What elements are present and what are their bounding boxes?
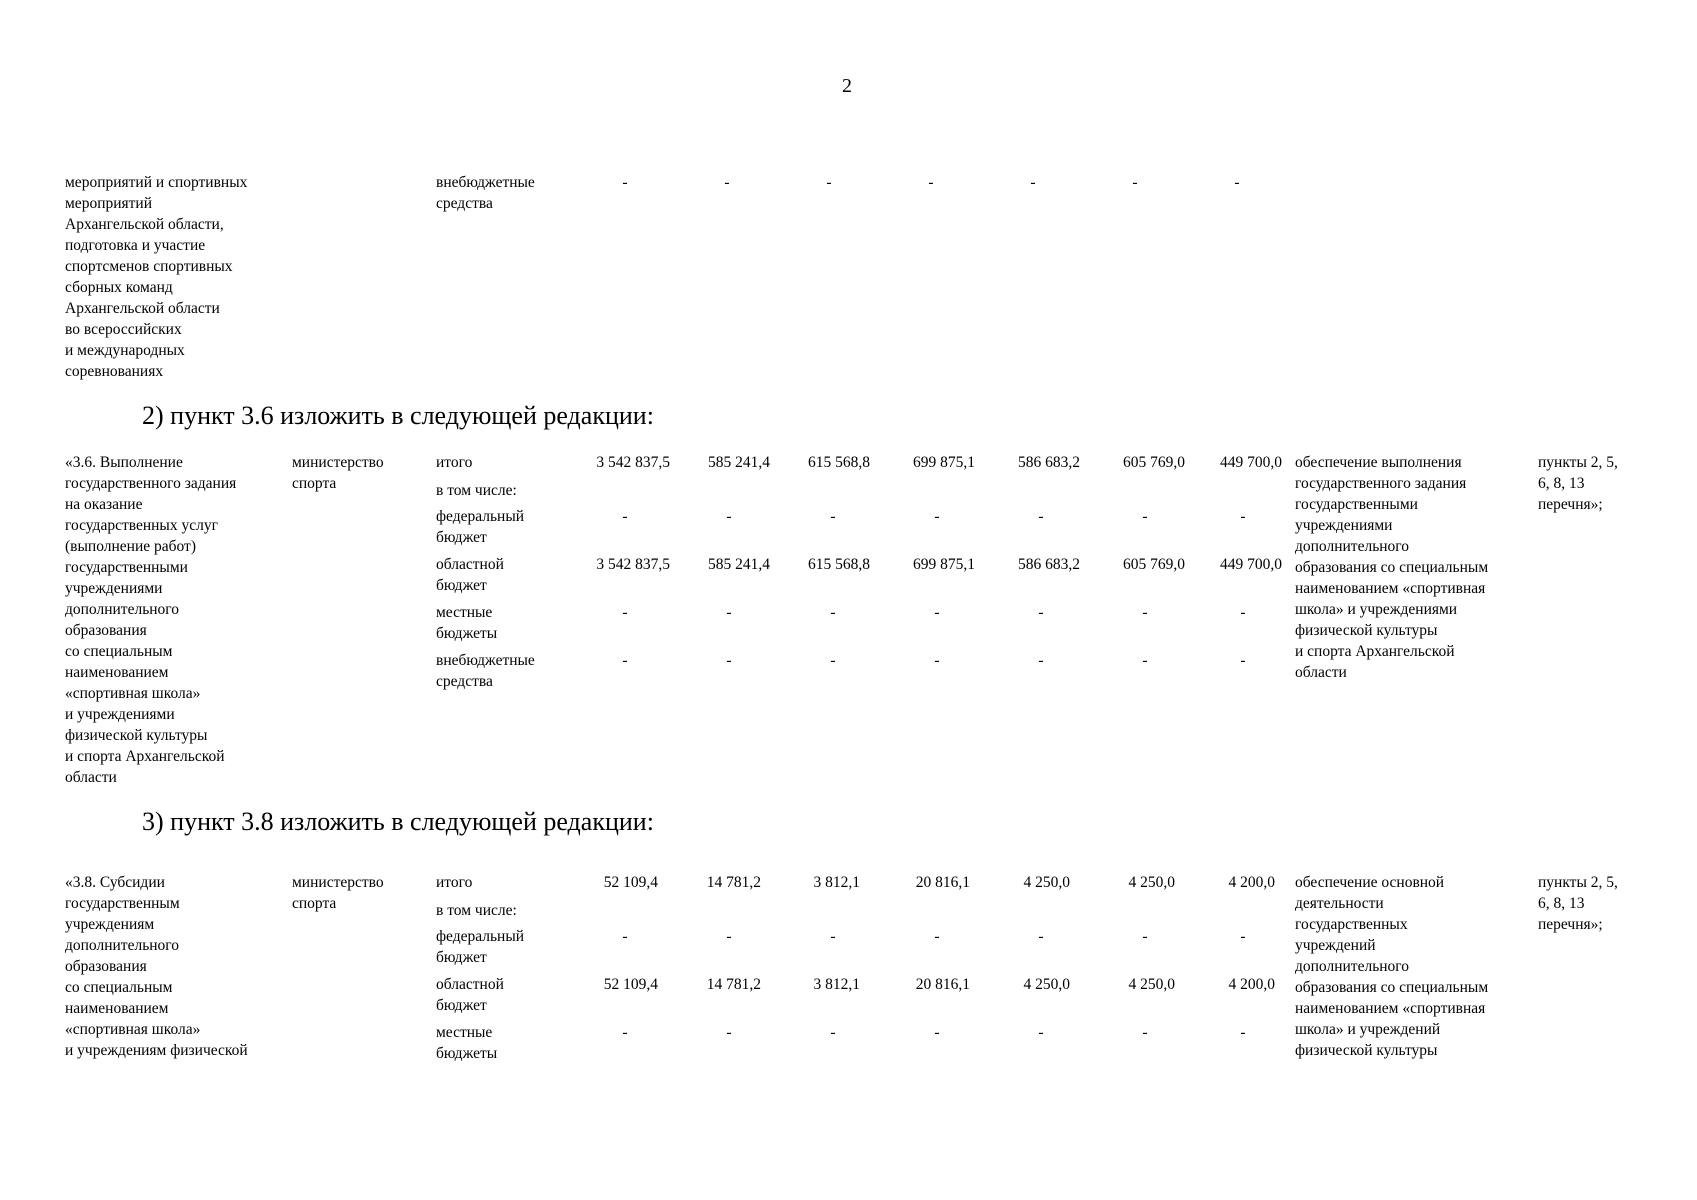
value-cell: - [1240,652,1246,669]
value-cell: - [830,928,836,945]
value-cell: - [826,174,832,191]
section-heading-3-8: 3) пункт 3.8 изложить в следующей редакции: [142,807,654,836]
expected-result-cell: обеспечение основной деятельности государственных учреждений дополнительного образования со специальным наименованием «спортивная школа» и учреждений физической культуры [1295,874,1489,1059]
row-label-total: итого [436,454,473,471]
row-label-regional: областной бюджет [436,976,504,1014]
row-label-regional: областной бюджет [436,556,504,594]
row-label-total: итого [436,874,473,891]
row-label-local: местные бюджеты [436,1024,498,1062]
value-cell: - [622,508,628,525]
indicator-points-cell: пункты 2, 5, 6, 8, 13 перечня»; [1538,874,1618,933]
value-cell: 615 568,8 [808,556,870,573]
value-cell: - [726,508,732,525]
value-cell: - [622,928,628,945]
executor-cell: министерство спорта [292,454,384,492]
value-cell: 3 542 837,5 [596,556,670,573]
value-cell: 699 875,1 [913,556,975,573]
value-cell: - [928,174,934,191]
event-name-cell: «3.6. Выполнение государственного задания на оказание государственных услуг (выполнение работ) государственными учреждениями дополнительного образования со специальным наименованием «спортивная школа» и учреждениями физической культуры и спорта Архангельской области [65,454,237,786]
value-cell: - [726,1024,732,1041]
value-cell: 52 109,4 [603,976,658,993]
row-label-federal: федеральный бюджет [436,928,525,966]
value-cell: 605 769,0 [1123,556,1185,573]
value-cell: - [1132,174,1138,191]
value-cell: - [1038,652,1044,669]
value-cell: 4 250,0 [1023,976,1070,993]
value-cell: - [934,652,940,669]
value-cell: - [830,604,836,621]
value-cell: - [726,604,732,621]
value-cell: 3 812,1 [813,976,860,993]
value-cell: - [1038,604,1044,621]
event-name-cell: мероприятий и спортивных мероприятий Архангельской области, подготовка и участие спортсменов спортивных сборных команд Архангельской области во всероссийских и международных соревнованиях [65,174,248,380]
value-cell: 585 241,4 [708,556,770,573]
value-cell: - [830,508,836,525]
value-cell: - [622,1024,628,1041]
value-cell: - [1038,928,1044,945]
value-cell: 605 769,0 [1123,454,1185,471]
value-cell: 586 683,2 [1018,556,1080,573]
value-cell: 14 781,2 [706,874,761,891]
value-cell: - [1142,604,1148,621]
value-cell: - [1038,1024,1044,1041]
value-cell: - [726,928,732,945]
page-number: 2 [842,75,852,97]
funding-source-label: внебюджетные средства [436,174,535,212]
row-label-including: в том числе: [436,902,517,919]
value-cell: 449 700,0 [1220,454,1282,471]
value-cell: 585 241,4 [708,454,770,471]
value-cell: - [830,1024,836,1041]
value-cell: 449 700,0 [1220,556,1282,573]
value-cell: - [1234,174,1240,191]
expected-result-cell: обеспечение выполнения государственного задания государственными учреждениями дополнительного образования со специальным наименованием «спортивная школа» и учреждениями физической культуры и спорта Архангельской области [1295,454,1489,681]
value-cell: - [1240,508,1246,525]
row-label-including: в том числе: [436,482,517,499]
row-label-extrabudget: внебюджетные средства [436,652,535,690]
row-label-federal: федеральный бюджет [436,508,525,546]
value-cell: 4 250,0 [1128,976,1175,993]
value-cell: - [934,928,940,945]
value-cell: - [622,604,628,621]
value-cell: - [1030,174,1036,191]
value-cell: - [1142,928,1148,945]
value-cell: - [934,604,940,621]
value-cell: - [724,174,730,191]
value-cell: 4 200,0 [1228,874,1275,891]
section-heading-3-6: 2) пункт 3.6 изложить в следующей редакции: [142,401,654,430]
value-cell: - [1142,1024,1148,1041]
value-cell: - [1240,1024,1246,1041]
value-cell: 14 781,2 [706,976,761,993]
value-cell: - [1142,652,1148,669]
value-cell: - [1142,508,1148,525]
value-cell: - [1240,604,1246,621]
value-cell: 20 816,1 [915,874,970,891]
value-cell: - [830,652,836,669]
value-cell: 4 200,0 [1228,976,1275,993]
value-cell: - [726,652,732,669]
value-cell: - [934,1024,940,1041]
value-cell: - [1038,508,1044,525]
executor-cell: министерство спорта [292,874,384,912]
value-cell: 615 568,8 [808,454,870,471]
value-cell: 4 250,0 [1023,874,1070,891]
value-cell: - [622,652,628,669]
value-cell: 3 542 837,5 [596,454,670,471]
indicator-points-cell: пункты 2, 5, 6, 8, 13 перечня»; [1538,454,1618,513]
value-cell: 586 683,2 [1018,454,1080,471]
value-cell: 699 875,1 [913,454,975,471]
value-cell: 20 816,1 [915,976,970,993]
value-cell: 52 109,4 [603,874,658,891]
value-cell: - [934,508,940,525]
event-name-cell: «3.8. Субсидии государственным учреждениям дополнительного образования со специальным наименованием «спортивная школа» и учреждениям физической [65,874,248,1059]
value-cell: 4 250,0 [1128,874,1175,891]
value-cell: 3 812,1 [813,874,860,891]
value-cell: - [1240,928,1246,945]
row-label-local: местные бюджеты [436,604,498,642]
value-cell: - [622,174,628,191]
